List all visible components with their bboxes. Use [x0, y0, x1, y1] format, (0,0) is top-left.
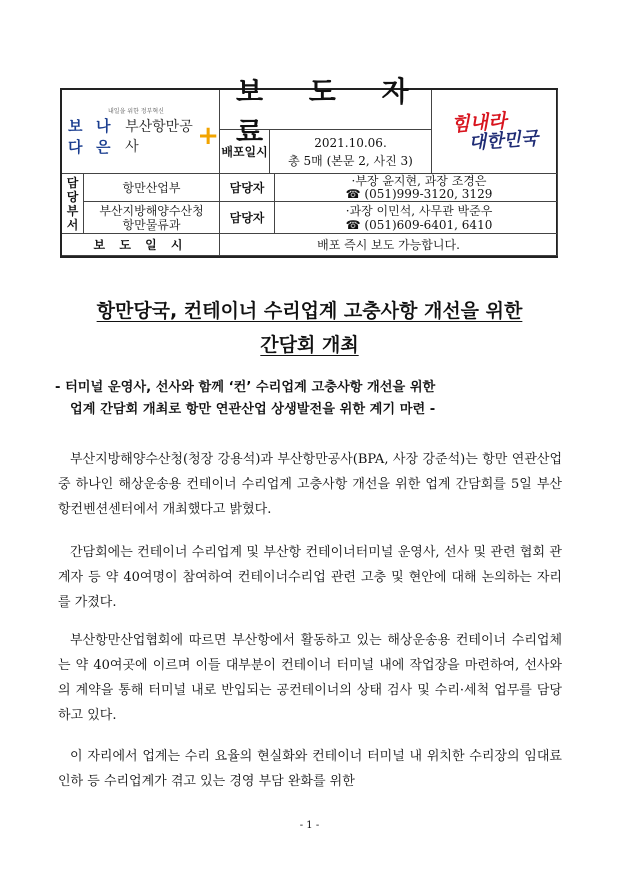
page-count: 총 5매 (본문 2, 사진 3) — [288, 153, 413, 168]
logo-slogan: 내일을 위한 정부혁신 — [108, 108, 164, 115]
dept-label — [62, 174, 84, 234]
paragraph-3: 부산항만산업협회에 따르면 부산항에서 활동하고 있는 해상운송용 컨테이너 수리업체는 약 40여곳에 이르며 이들 대부분이 컨테이너 터미널 내에 작업장을 마련하여, 선사와의 계약을 통해 터미널 내로 반입되는 공컨테이너의 상태 검사 및 수리·세척 업무를 담당하고 있다. — [58, 633, 562, 723]
distribution-label: 배포일시 — [220, 130, 270, 174]
campaign-logo — [450, 109, 538, 155]
manager-label-2: 담당자 — [220, 202, 275, 234]
publish-value: 배포 즉시 보도 가능합니다. — [220, 234, 558, 256]
paragraph-1: 부산지방해양수산청(청장 강용석)과 부산항만공사(BPA, 사장 강준석)는 항만 연관산업 중 하나인 해상운송용 컨테이너 수리업계 고충사항 개선을 위한 업계 간담회를 5일 부산항컨벤션센터에서 개최했다고 밝혔다. — [58, 452, 562, 517]
manager-label-1: 담당자 — [220, 174, 275, 202]
paragraph-2: 간담회에는 컨테이너 수리업계 및 부산항 컨테이너터미널 운영사, 선사 및 관련 협회 관계자 등 약 40여명이 참여하여 컨테이너수리업 관련 고충 및 현안에 대해 논의하는 자리를 가졌다. — [58, 545, 562, 610]
logo-brand-3: 부산항만공사 — [125, 119, 193, 155]
logo-brand-2: 나은 — [96, 117, 111, 156]
subheading-line-1: - 터미널 운영사, 선사와 함께 ‘컨’ 수리업계 고충사항 개선을 위한 — [55, 380, 436, 395]
page-number: - 1 - — [299, 820, 320, 831]
dept-label-1: 담당 — [66, 175, 79, 204]
distribution-value — [270, 130, 432, 174]
publish-label: 보 도 일 시 — [62, 234, 220, 256]
dept-2-line-2: 항만물류과 — [122, 217, 181, 232]
campaign-line-1: 힘내라 — [450, 109, 507, 136]
busan-port-authority-logo — [62, 106, 219, 157]
logo-brand-1: 보다 — [68, 117, 83, 156]
plus-icon: + — [197, 121, 220, 151]
headline-line-1: 항만당국, 컨테이너 수리업계 고충사항 개선을 위한 — [96, 300, 523, 322]
dept-2-line-1: 부산지방해양수산청 — [99, 203, 204, 218]
manager-1-names: ·부장 윤지현, 과장 조경은 — [351, 173, 487, 188]
distribution-date: 2021.10.06. — [314, 135, 387, 150]
subheading-line-2: 업계 간담회 개최로 항만 연관산업 상생발전을 위한 계기 마련 - — [70, 402, 436, 417]
dept-1: 항만산업부 — [84, 174, 220, 202]
paragraph-4: 이 자리에서 업계는 수리 요율의 현실화와 컨테이너 터미널 내 위치한 수리장의 임대료 인하 등 수리업계가 겪고 있는 경영 부담 완화를 위한 — [58, 749, 562, 789]
press-header-table — [60, 74, 558, 258]
manager-1 — [275, 174, 558, 202]
campaign-logo-cell — [432, 90, 558, 174]
headline-line-2: 간담회 개최 — [260, 334, 359, 356]
manager-2-phone: ☎ (051)609-6401, 6410 — [345, 217, 493, 232]
logo-cell — [62, 90, 220, 174]
dept-2 — [84, 202, 220, 234]
dept-label-2: 부서 — [66, 203, 79, 232]
manager-2 — [275, 202, 558, 234]
campaign-line-2: 대한민국 — [467, 127, 539, 154]
manager-2-names: ·과장 이민석, 사무관 박준우 — [345, 203, 493, 218]
title-text: 보 도 자 료 — [236, 74, 427, 148]
manager-1-phone: ☎ (051)999-3120, 3129 — [345, 186, 493, 201]
